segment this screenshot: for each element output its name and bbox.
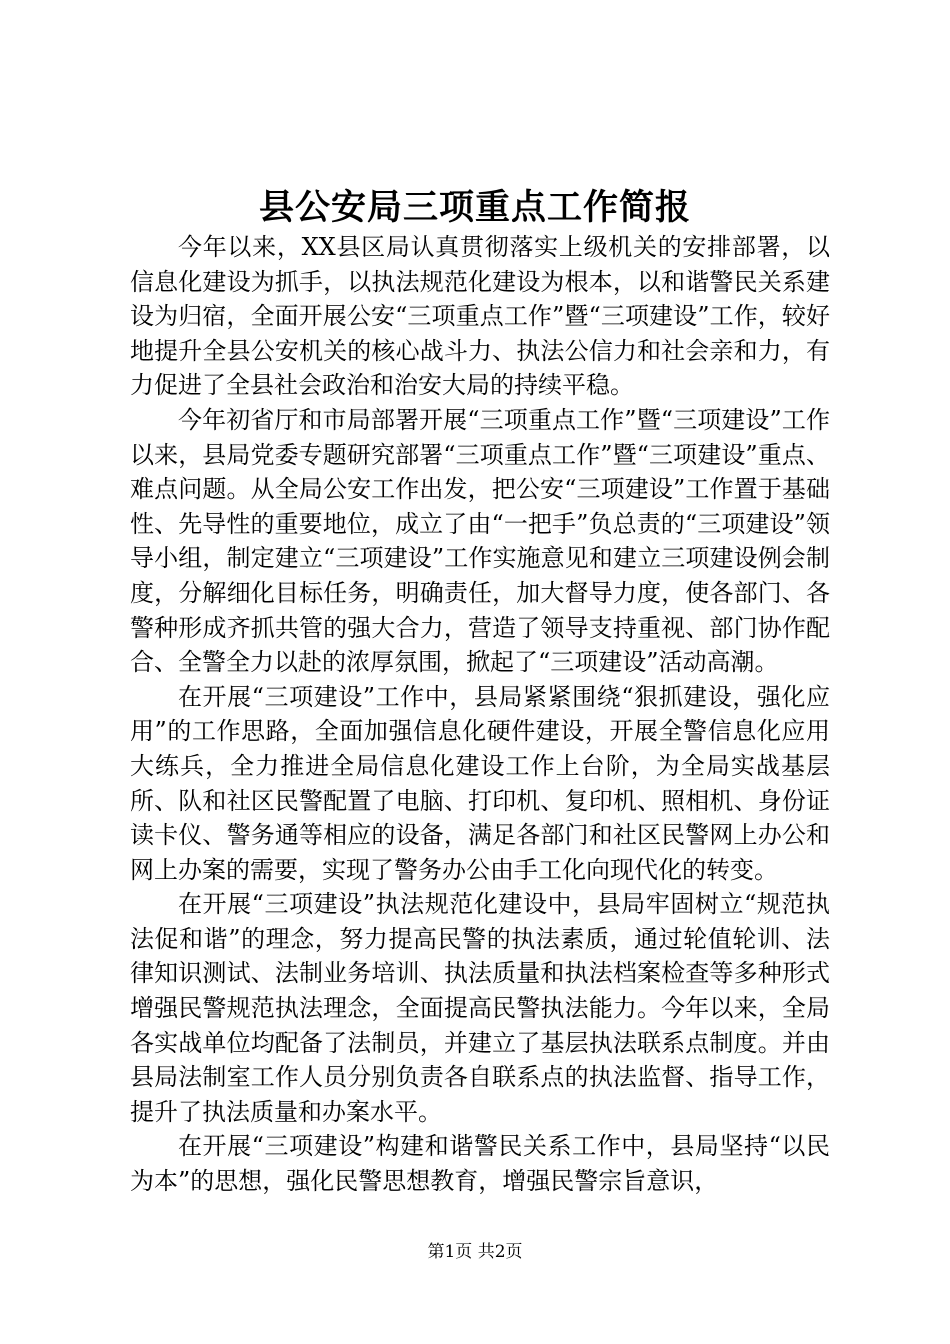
paragraph: 今年初省厅和市局部署开展“三项重点工作”暨“三项建设”工作以来，县局党委专题研究部署“三项重点工作”暨“三项建设”重点、难点问题。从全局公安工作出发，把公安“三项建设”工作置于基础性、先导性的重要地位，成立了由“一把手”负总责的“三项建设”领导小组，制定建立“三项建设”工作实施意见和建立三项建设例会制度，分解细化目标任务，明确责任，加大督导力度，使各部门、各警种形成齐抓共管的强大合力，营造了领导支持重视、部门协作配合、全警全力以赴的浓厚氛围，掀起了“三项建设”活动高潮。 [130,405,830,677]
document-body [130,230,830,1199]
paragraph: 在开展“三项建设”执法规范化建设中，县局牢固树立“规范执法促和谐”的理念，努力提高民警的执法素质，通过轮值轮训、法律知识测试、法制业务培训、执法质量和执法档案检查等多种形式增强民警规范执法理念，全面提高民警执法能力。今年以来，全局各实战单位均配备了法制员，并建立了基层执法联系点制度。并由县局法制室工作人员分别负责各自联系点的执法监督、指导工作，提升了执法质量和办案水平。 [130,890,830,1126]
paragraph: 今年以来，XX县区局认真贯彻落实上级机关的安排部署，以信息化建设为抓手，以执法规范化建设为根本，以和谐警民关系建设为归宿，全面开展公安“三项重点工作”暨“三项建设”工作，较好地提升全县公安机关的核心战斗力、执法公信力和社会亲和力，有力促进了全县社会政治和治安大局的持续平稳。 [130,233,830,400]
page-number-footer: 第1页 共2页 [427,1242,523,1262]
paragraph: 在开展“三项建设”构建和谐警民关系工作中，县局坚持“以民为本”的思想，强化民警思想教育，增强民警宗旨意识， [130,1132,830,1196]
paragraph: 在开展“三项建设”工作中，县局紧紧围绕“狠抓建设，强化应用”的工作思路，全面加强信息化硬件建设，开展全警信息化应用大练兵，全力推进全局信息化建设工作上台阶，为全局实战基层所、队和社区民警配置了电脑、打印机、复印机、照相机、身份证读卡仪、警务通等相应的设备，满足各部门和社区民警网上办公和网上办案的需要，实现了警务办公由手工化向现代化的转变。 [130,682,830,884]
document-title: 县公安局三项重点工作简报 [258,187,691,228]
